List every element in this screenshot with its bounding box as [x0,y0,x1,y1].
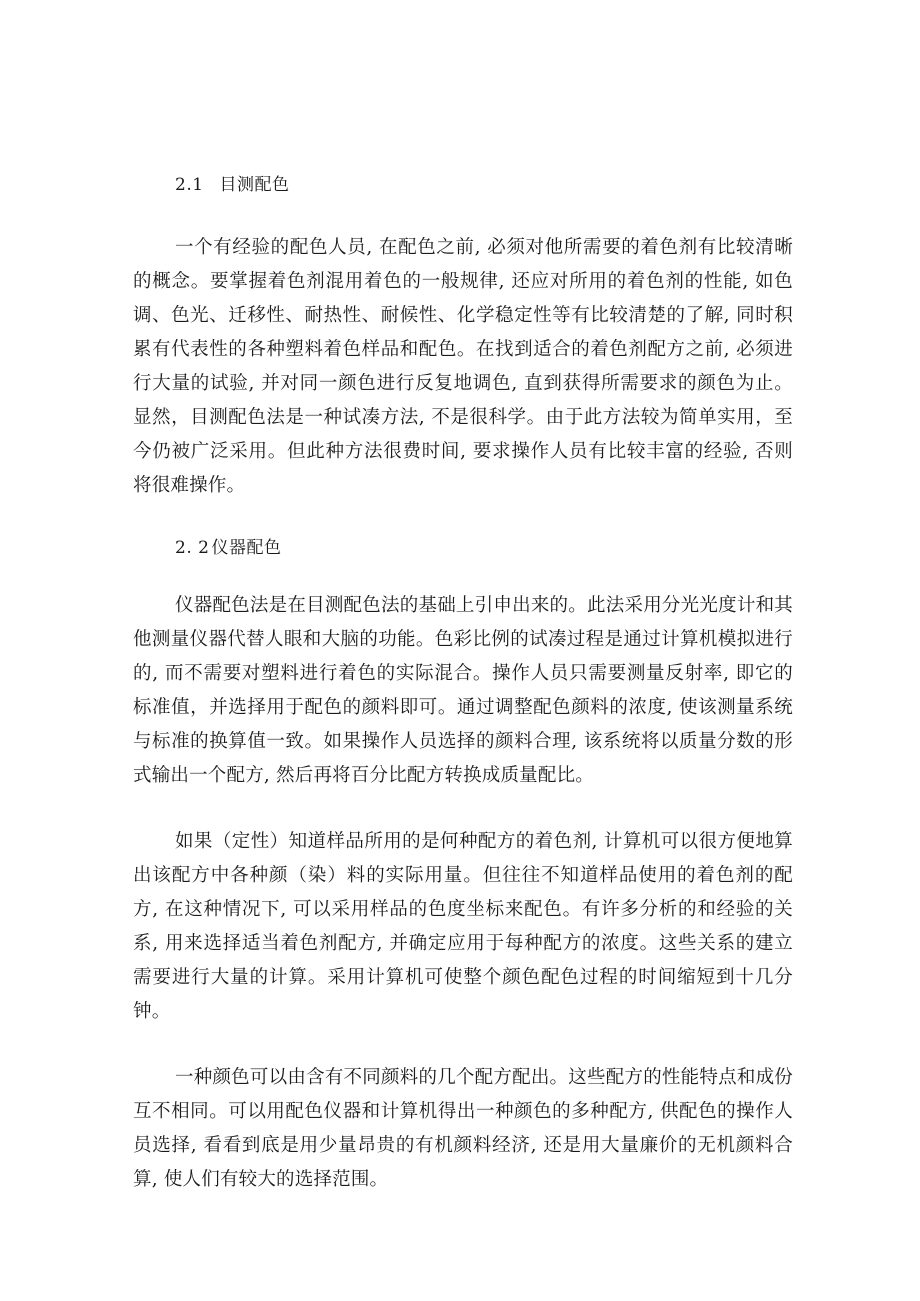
section-title: 仪器配色 [211,538,282,558]
paragraph: 仪器配色法是在目测配色法的基础上引申出来的。此法采用分光光度计和其他测量仪器代替人眼和大脑的功能。色彩比例的试凑过程是通过计算机模拟进行的, 而不需要对塑料进行着色的实际混合。操作人员只需要测量反射率, 即它的标准值，并选择用于配色的颜料即可。通过调整配色颜料的浓度, 使该测量系统与标准的换算值一致。如果操作人员选择的颜料合理, 该系统将以质量分数的形式输出一个配方, 然后再将百分比配方转换成质量配比。 [133,595,793,786]
document-page [133,172,793,1229]
section-heading-2-1 [175,172,793,198]
section-number: 2. 2 [175,538,210,558]
section-number: 2.1 [175,175,204,195]
paragraph: 一种颜色可以由含有不同颜料的几个配方配出。这些配方的性能特点和成份互不相同。可以用配色仪器和计算机得出一种颜色的多种配方, 供配色的操作人员选择, 看看到底是用少量昂贵的有机颜料经济, 还是用大量廉价的无机颜料合算, 使人们有较大的选择范围。 [133,1067,793,1190]
section-heading-2-2 [175,535,793,561]
section-title: 目测配色 [219,175,290,195]
paragraph: 如果（定性）知道样品所用的是何种配方的着色剂, 计算机可以很方便地算出该配方中各种颜（染）料的实际用量。但往往不知道样品使用的着色剂的配方, 在这种情况下, 可以采用样品的色度坐标来配色。有许多分析的和经验的关系, 用来选择适当着色剂配方, 并确定应用于每种配方的浓度。这些关系的建立需要进行大量的计算。采用计算机可使整个颜色配色过程的时间缩短到十几分钟。 [133,831,793,1022]
paragraph: 一个有经验的配色人员, 在配色之前, 必须对他所需要的着色剂有比较清晰的概念。要掌握着色剂混用着色的一般规律, 还应对所用的着色剂的性能, 如色调、色光、迁移性、耐热性、耐候性、化学稳定性等有比较清楚的了解, 同时积累有代表性的各种塑料着色样品和配色。在找到适合的着色剂配方之前, 必须进行大量的试验, 并对同一颜色进行反复地调色, 直到获得所需要求的颜色为止。显然，目测配色法是一种试凑方法, 不是很科学。由于此方法较为简单实用，至今仍被广泛采用。但此种方法很费时间, 要求操作人员有比较丰富的经验, 否则将很难操作。 [133,237,793,496]
section-2-2 [133,535,793,1197]
